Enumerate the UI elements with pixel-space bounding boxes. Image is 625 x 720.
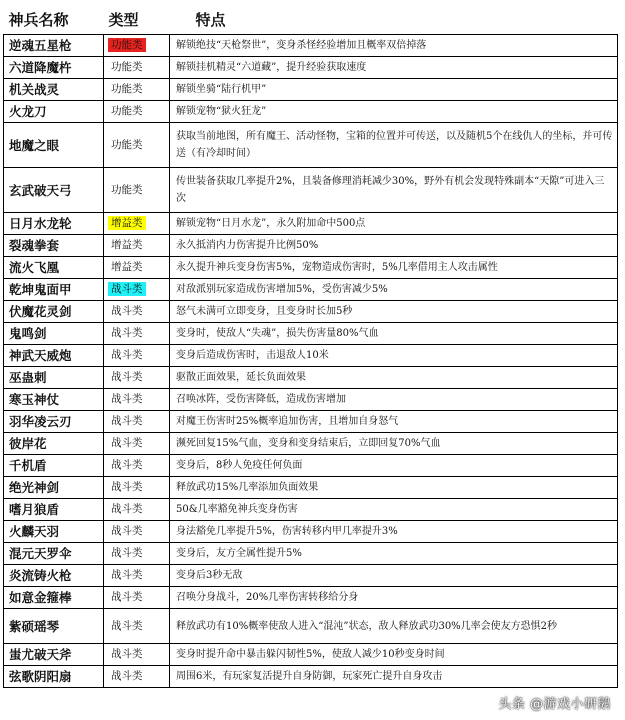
table-row	[4, 666, 618, 688]
weapon-type: 战斗类	[111, 437, 143, 449]
weapon-name: 嗜月狼盾	[4, 499, 104, 521]
weapon-type: 战斗类	[111, 415, 143, 427]
weapon-feature: 永久提升神兵变身伤害5%，宠物造成伤害时，5%几率借用主人攻击属性	[170, 257, 618, 279]
weapon-table	[3, 4, 618, 688]
table-row	[4, 213, 618, 235]
table-body	[4, 35, 618, 688]
weapon-name: 地魔之眼	[4, 123, 104, 168]
weapon-type-cell	[104, 213, 170, 235]
weapon-type-cell	[104, 666, 170, 688]
table-row	[4, 411, 618, 433]
weapon-type-cell	[104, 35, 170, 57]
weapon-feature: 变身后造成伤害时，击退敌人10米	[170, 345, 618, 367]
weapon-feature: 召唤冰阵，受伤害降低，造成伤害增加	[170, 389, 618, 411]
weapon-name: 炎流铸火枪	[4, 565, 104, 587]
weapon-name: 绝光神剑	[4, 477, 104, 499]
weapon-name: 火麟天羽	[4, 521, 104, 543]
weapon-type-cell	[104, 301, 170, 323]
weapon-feature: 周围6米，有玩家复活提升自身防御，玩家死亡提升自身攻击	[170, 666, 618, 688]
weapon-name: 神武天威炮	[4, 345, 104, 367]
weapon-type: 战斗类	[111, 481, 143, 493]
header-feature: 特点	[170, 4, 618, 35]
table-row	[4, 345, 618, 367]
weapon-feature: 永久抵消内力伤害提升比例50%	[170, 235, 618, 257]
table-row	[4, 543, 618, 565]
weapon-type: 增益类	[111, 261, 143, 273]
table-row	[4, 644, 618, 666]
weapon-type-cell	[104, 367, 170, 389]
weapon-feature: 怒气未满可立即变身，且变身时长加5秒	[170, 301, 618, 323]
header-type: 类型	[104, 4, 170, 35]
weapon-type: 战斗类	[111, 547, 143, 559]
weapon-type-cell	[104, 477, 170, 499]
weapon-feature: 解锁坐骑“陆行机甲”	[170, 79, 618, 101]
weapon-type: 功能类	[111, 183, 143, 196]
table-header-row	[4, 4, 618, 35]
weapon-feature: 解锁宠物“日月水龙”，永久附加命中500点	[170, 213, 618, 235]
weapon-type-cell	[104, 543, 170, 565]
weapon-type: 战斗类	[111, 459, 143, 471]
weapon-name: 伏魔花灵剑	[4, 301, 104, 323]
weapon-type: 战斗类	[111, 648, 143, 660]
weapon-name: 彼岸花	[4, 433, 104, 455]
weapon-type: 功能类	[111, 61, 143, 73]
table-row	[4, 301, 618, 323]
table-row	[4, 123, 618, 168]
weapon-type: 战斗类	[111, 525, 143, 537]
weapon-feature: 身法豁免几率提升5%，伤害转移内甲几率提升3%	[170, 521, 618, 543]
weapon-type-cell	[104, 521, 170, 543]
weapon-type: 战斗类	[111, 591, 143, 603]
weapon-type-cell	[104, 57, 170, 79]
weapon-name: 玄武破天弓	[4, 168, 104, 213]
table-row	[4, 587, 618, 609]
weapon-name: 六道降魔杵	[4, 57, 104, 79]
weapon-feature: 解锁挂机精灵“六道藏”，提升经验获取速度	[170, 57, 618, 79]
weapon-name: 乾坤鬼面甲	[4, 279, 104, 301]
weapon-type: 战斗类	[111, 305, 143, 317]
weapon-type-cell	[104, 455, 170, 477]
weapon-type-cell	[104, 235, 170, 257]
weapon-feature: 50&几率豁免神兵变身伤害	[170, 499, 618, 521]
weapon-type: 战斗类	[111, 670, 143, 682]
weapon-feature: 释放武功有10%概率使敌人进入“混沌”状态，敌人释放武功30%几率会使友方恐惧2秒	[170, 609, 618, 644]
weapon-name: 千机盾	[4, 455, 104, 477]
weapon-type-cell	[104, 389, 170, 411]
weapon-type: 战斗类	[111, 393, 143, 405]
weapon-feature: 变身时提升命中暴击躲闪韧性5%，使敌人减少10秒变身时间	[170, 644, 618, 666]
weapon-name: 日月水龙轮	[4, 213, 104, 235]
weapon-type-cell	[104, 433, 170, 455]
table-row	[4, 455, 618, 477]
table-row	[4, 499, 618, 521]
weapon-feature: 对敌派别玩家造成伤害增加5%，受伤害减少5%	[170, 279, 618, 301]
weapon-feature: 释放武功15%几率添加负面效果	[170, 477, 618, 499]
weapon-type-cell	[104, 279, 170, 301]
weapon-type-cell	[104, 587, 170, 609]
weapon-name: 混元天罗伞	[4, 543, 104, 565]
weapon-feature: 对魔王伤害时25%概率追加伤害，且增加自身怒气	[170, 411, 618, 433]
weapon-name: 紫硕瑶琴	[4, 609, 104, 644]
weapon-feature: 变身后，友方全属性提升5%	[170, 543, 618, 565]
weapon-feature: 解锁宠物“狱火狂龙”	[170, 101, 618, 123]
table-row	[4, 168, 618, 213]
table-row	[4, 367, 618, 389]
weapon-type: 战斗类	[111, 503, 143, 515]
weapon-type-cell	[104, 257, 170, 279]
weapon-type: 战斗类	[108, 282, 146, 296]
weapon-type-cell	[104, 79, 170, 101]
weapon-name: 如意金箍棒	[4, 587, 104, 609]
weapon-feature: 解锁绝技“天枪祭世”，变身杀怪经验增加且概率双倍掉落	[170, 35, 618, 57]
table-row	[4, 389, 618, 411]
header-name: 神兵名称	[4, 4, 104, 35]
table-row	[4, 477, 618, 499]
weapon-type: 增益类	[108, 216, 146, 230]
table-row	[4, 257, 618, 279]
table-row	[4, 57, 618, 79]
table-row	[4, 433, 618, 455]
weapon-name: 流火飞凰	[4, 257, 104, 279]
weapon-type-cell	[104, 565, 170, 587]
weapon-feature: 变身时，使敌人“失魂”，损失伤害量80%气血	[170, 323, 618, 345]
weapon-type: 战斗类	[111, 371, 143, 383]
table-row	[4, 79, 618, 101]
weapon-name: 寒玉神仗	[4, 389, 104, 411]
weapon-feature: 获取当前地图，所有魔王、活动怪物，宝箱的位置并可传送，以及随机5个在线仇人的坐标，并可传送（有冷却时间）	[170, 123, 618, 168]
weapon-type: 战斗类	[111, 619, 143, 632]
weapon-type: 功能类	[111, 138, 143, 151]
weapon-feature: 变身后，8秒人免疫任何负面	[170, 455, 618, 477]
weapon-type-cell	[104, 101, 170, 123]
weapon-type: 战斗类	[111, 327, 143, 339]
weapon-type: 战斗类	[111, 569, 143, 581]
weapon-type: 功能类	[108, 38, 146, 52]
table-row	[4, 521, 618, 543]
weapon-feature: 驱散正面效果，延长负面效果	[170, 367, 618, 389]
table-row	[4, 101, 618, 123]
table-row	[4, 609, 618, 644]
table-row	[4, 235, 618, 257]
weapon-name: 鬼鸣剑	[4, 323, 104, 345]
weapon-type-cell	[104, 345, 170, 367]
weapon-feature: 变身后3秒无敌	[170, 565, 618, 587]
weapon-type-cell	[104, 644, 170, 666]
weapon-name: 机关战灵	[4, 79, 104, 101]
weapon-type-cell	[104, 323, 170, 345]
weapon-type-cell	[104, 609, 170, 644]
weapon-type: 战斗类	[111, 349, 143, 361]
weapon-feature: 召唤分身战斗，20%几率伤害转移给分身	[170, 587, 618, 609]
weapon-name: 蚩尤破天斧	[4, 644, 104, 666]
weapon-name: 弦歌阴阳扇	[4, 666, 104, 688]
table-row	[4, 279, 618, 301]
table-row	[4, 35, 618, 57]
weapon-type-cell	[104, 411, 170, 433]
weapon-name: 逆魂五星枪	[4, 35, 104, 57]
weapon-type: 功能类	[111, 105, 143, 117]
weapon-feature: 传世装备获取几率提升2%，且装备修理消耗减少30%，野外有机会发现特殊副本“天隙”可进入三次	[170, 168, 618, 213]
weapon-name: 裂魂拳套	[4, 235, 104, 257]
weapon-type-cell	[104, 499, 170, 521]
weapon-feature: 濒死回复15%气血，变身和变身结束后，立即回复70%气血	[170, 433, 618, 455]
table-row	[4, 565, 618, 587]
weapon-type-cell	[104, 123, 170, 168]
weapon-type: 功能类	[111, 83, 143, 95]
table-row	[4, 323, 618, 345]
watermark: 头条 @游戏小研鹅	[498, 697, 611, 712]
weapon-name: 羽华凌云刃	[4, 411, 104, 433]
weapon-name: 火龙刀	[4, 101, 104, 123]
weapon-type-cell	[104, 168, 170, 213]
weapon-name: 巫蛊刺	[4, 367, 104, 389]
weapon-type: 增益类	[111, 239, 143, 251]
